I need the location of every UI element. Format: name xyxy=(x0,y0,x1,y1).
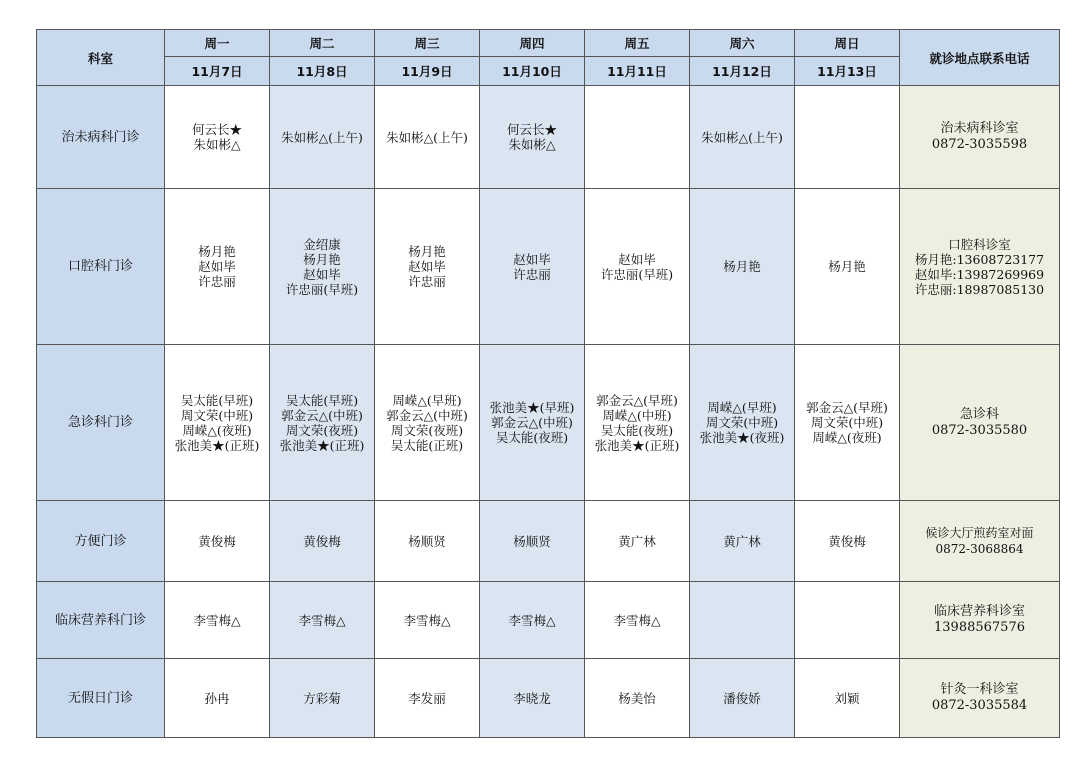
cell-line: 许忠丽 xyxy=(408,274,446,289)
schedule-cell xyxy=(795,501,900,582)
cell-line: 杨美怡 xyxy=(618,690,656,706)
cell-line: 吴太能(正班) xyxy=(390,437,464,453)
schedule-table xyxy=(36,29,1060,738)
cell-line: 黄俊梅 xyxy=(303,533,341,549)
cell-line: 针灸一科诊室 xyxy=(940,682,1019,697)
schedule-cell xyxy=(270,189,375,345)
cell-line: 许忠丽(早班) xyxy=(600,266,674,282)
date-header: 11月10日 xyxy=(480,57,585,86)
cell-line: 刘颖 xyxy=(834,690,860,706)
cell-line: 黄俊梅 xyxy=(828,533,866,549)
cell-line: 0872-3035580 xyxy=(931,422,1028,438)
cell-line: 许忠丽:18987085130 xyxy=(914,281,1045,297)
schedule-cell xyxy=(480,86,585,189)
cell-line: 赵如毕 xyxy=(513,251,551,267)
schedule-cell xyxy=(270,659,375,738)
cell-line: 周嵘△(中班) xyxy=(602,407,672,423)
cell-line: 张池美★(正班) xyxy=(594,437,680,453)
cell-line: 郭金云△(早班) xyxy=(806,400,888,415)
schedule-cell xyxy=(795,86,900,189)
schedule-cell xyxy=(585,189,690,345)
cell-line: 赵如毕:13987269969 xyxy=(914,266,1045,282)
schedule-cell xyxy=(585,501,690,582)
schedule-cell xyxy=(480,345,585,501)
dept-header: 科室 xyxy=(37,30,165,86)
cell-line: 候诊大厅煎药室对面 xyxy=(925,526,1034,540)
weekday-header: 周四 xyxy=(480,30,585,57)
schedule-cell xyxy=(165,86,270,189)
weekday-header: 周二 xyxy=(270,30,375,57)
cell-line: 周嵘△(早班) xyxy=(707,400,777,415)
cell-line: 周嵘△(夜班) xyxy=(812,430,882,445)
cell-line: 周文荣(中班) xyxy=(705,415,779,430)
cell-line: 郭金云△(中班) xyxy=(281,407,363,423)
contact-cell xyxy=(900,501,1060,582)
schedule-cell xyxy=(375,189,480,345)
schedule-cell xyxy=(165,659,270,738)
date-header: 11月12日 xyxy=(690,57,795,86)
cell-line: 急诊科 xyxy=(959,406,999,422)
cell-line: 李雪梅△ xyxy=(403,612,451,628)
weekday-header: 周五 xyxy=(585,30,690,57)
cell-line: 杨月艳:13608723177 xyxy=(914,251,1045,267)
dept-name: 无假日门诊 xyxy=(37,659,165,738)
schedule-cell xyxy=(690,345,795,501)
cell-line: 郭金云△(中班) xyxy=(386,407,468,423)
cell-line: 治未病科诊室 xyxy=(940,121,1019,136)
dept-name: 治未病科门诊 xyxy=(37,86,165,189)
contact-cell xyxy=(900,86,1060,189)
weekday-header: 周一 xyxy=(165,30,270,57)
cell-line: 郭金云△(中班) xyxy=(491,415,573,430)
cell-line: 临床营养科诊室 xyxy=(933,604,1025,619)
cell-line: 黄广林 xyxy=(723,533,761,549)
schedule-cell xyxy=(585,86,690,189)
contact-cell xyxy=(900,582,1060,659)
cell-line: 张池美★(正班) xyxy=(279,437,365,453)
schedule-cell xyxy=(690,86,795,189)
cell-line: 杨月艳 xyxy=(828,259,866,274)
cell-line: 李雪梅△ xyxy=(193,612,241,628)
cell-line: 0872-3035584 xyxy=(931,698,1028,713)
cell-line: 李雪梅△ xyxy=(508,612,556,628)
cell-line: 黄俊梅 xyxy=(198,533,236,549)
schedule-cell xyxy=(270,86,375,189)
schedule-cell xyxy=(795,582,900,659)
schedule-cell xyxy=(165,345,270,501)
cell-line: 方彩菊 xyxy=(303,690,341,706)
cell-line: 孙冉 xyxy=(204,690,230,706)
schedule-cell xyxy=(480,659,585,738)
table-row xyxy=(37,86,1060,189)
date-header: 11月7日 xyxy=(165,57,270,86)
schedule-cell xyxy=(480,189,585,345)
cell-line: 许忠丽 xyxy=(198,274,236,289)
date-header: 11月8日 xyxy=(270,57,375,86)
cell-line: 朱如彬△ xyxy=(193,137,241,152)
table-row xyxy=(37,501,1060,582)
cell-line: 周嵘△(早班) xyxy=(392,392,462,408)
date-header: 11月13日 xyxy=(795,57,900,86)
cell-line: 何云长★ xyxy=(506,122,557,137)
cell-line: 黄广林 xyxy=(618,533,656,549)
cell-line: 周文荣(夜班) xyxy=(390,422,464,438)
schedule-body xyxy=(37,86,1060,738)
table-row xyxy=(37,345,1060,501)
table-row xyxy=(37,189,1060,345)
cell-line: 赵如毕 xyxy=(408,259,446,274)
cell-line: 吴太能(夜班) xyxy=(495,430,569,445)
schedule-cell xyxy=(165,582,270,659)
cell-line: 周文荣(中班) xyxy=(180,407,254,423)
cell-line: 朱如彬△(上午) xyxy=(281,129,363,145)
schedule-cell xyxy=(270,345,375,501)
cell-line: 李发丽 xyxy=(408,690,446,706)
schedule-cell xyxy=(375,345,480,501)
contact-cell xyxy=(900,345,1060,501)
cell-line: 李雪梅△ xyxy=(298,612,346,628)
cell-line: 周嵘△(夜班) xyxy=(182,422,252,438)
date-header: 11月9日 xyxy=(375,57,480,86)
table-row xyxy=(37,659,1060,738)
cell-line: 口腔科诊室 xyxy=(948,236,1011,252)
schedule-cell xyxy=(375,659,480,738)
cell-line: 潘俊娇 xyxy=(723,690,761,706)
schedule-cell xyxy=(585,582,690,659)
cell-line: 朱如彬△ xyxy=(508,137,556,152)
schedule-cell xyxy=(690,582,795,659)
cell-line: 0872-3068864 xyxy=(935,542,1024,556)
cell-line: 赵如毕 xyxy=(303,266,341,282)
cell-line: 张池美★(早班) xyxy=(489,400,575,415)
contact-header: 就诊地点联系电话 xyxy=(900,30,1060,86)
cell-line: 吴太能(早班) xyxy=(285,392,359,408)
schedule-cell xyxy=(165,189,270,345)
schedule-cell xyxy=(795,345,900,501)
cell-line: 杨顺贤 xyxy=(408,533,446,549)
header-weekday-row xyxy=(37,30,1060,57)
cell-line: 李雪梅△ xyxy=(613,612,661,628)
schedule-cell xyxy=(375,86,480,189)
dept-name: 方便门诊 xyxy=(37,501,165,582)
cell-line: 杨顺贤 xyxy=(513,533,551,549)
cell-line: 何云长★ xyxy=(191,122,242,137)
schedule-cell xyxy=(690,189,795,345)
cell-line: 金绍康 xyxy=(303,236,341,252)
schedule-cell xyxy=(690,659,795,738)
cell-line: 许忠丽(早班) xyxy=(285,281,359,297)
schedule-cell xyxy=(480,582,585,659)
cell-line: 杨月艳 xyxy=(723,259,761,274)
contact-cell xyxy=(900,189,1060,345)
cell-line: 周文荣(中班) xyxy=(810,415,884,430)
schedule-cell xyxy=(690,501,795,582)
cell-line: 吴太能(夜班) xyxy=(600,422,674,438)
weekday-header: 周三 xyxy=(375,30,480,57)
cell-line: 赵如毕 xyxy=(618,251,656,267)
cell-line: 张池美★(正班) xyxy=(174,437,260,453)
schedule-cell xyxy=(795,189,900,345)
weekday-header: 周日 xyxy=(795,30,900,57)
schedule-cell xyxy=(480,501,585,582)
dept-name: 临床营养科门诊 xyxy=(37,582,165,659)
cell-line: 杨月艳 xyxy=(198,244,236,259)
weekday-header: 周六 xyxy=(690,30,795,57)
schedule-cell xyxy=(795,659,900,738)
cell-line: 0872-3035598 xyxy=(931,137,1028,152)
cell-line: 杨月艳 xyxy=(303,251,341,267)
schedule-cell xyxy=(375,582,480,659)
schedule-cell xyxy=(270,501,375,582)
cell-line: 张池美★(夜班) xyxy=(699,430,785,445)
cell-line: 赵如毕 xyxy=(198,259,236,274)
cell-line: 李晓龙 xyxy=(513,690,551,706)
schedule-cell xyxy=(585,659,690,738)
cell-line: 杨月艳 xyxy=(408,244,446,259)
dept-name: 口腔科门诊 xyxy=(37,189,165,345)
date-header: 11月11日 xyxy=(585,57,690,86)
cell-line: 朱如彬△(上午) xyxy=(701,129,783,145)
cell-line: 13988567576 xyxy=(934,620,1025,635)
cell-line: 许忠丽 xyxy=(513,266,551,282)
contact-cell xyxy=(900,659,1060,738)
cell-line: 郭金云△(早班) xyxy=(596,392,678,408)
schedule-cell xyxy=(585,345,690,501)
dept-name: 急诊科门诊 xyxy=(37,345,165,501)
schedule-cell xyxy=(165,501,270,582)
cell-line: 吴太能(早班) xyxy=(180,392,254,408)
schedule-cell xyxy=(270,582,375,659)
cell-line: 周文荣(夜班) xyxy=(285,422,359,438)
cell-line: 朱如彬△(上午) xyxy=(386,129,468,145)
table-row xyxy=(37,582,1060,659)
schedule-cell xyxy=(375,501,480,582)
